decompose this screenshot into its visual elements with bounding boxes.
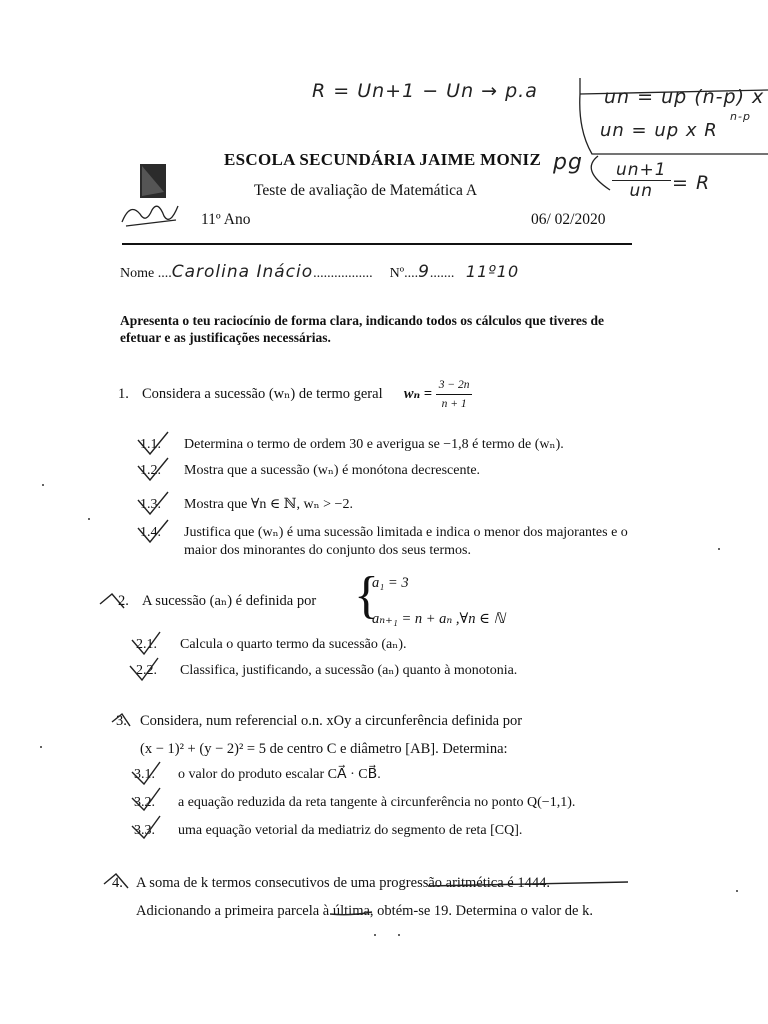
scan-speck — [398, 934, 400, 936]
question-2-text: A sucessão (aₙ) é definida por — [142, 593, 317, 609]
question-1-number: 1. — [118, 385, 129, 402]
item-text: a equação reduzida da reta tangente à circunferência no ponto Q(−1,1). — [178, 795, 576, 810]
handwritten-note-un-pg: un = up x R — [600, 120, 718, 141]
question-1-formula-lhs: wₙ = — [403, 385, 433, 402]
name-dots: ................. — [313, 266, 373, 281]
test-subtitle: Teste de avaliação de Matemática A — [254, 182, 478, 199]
name-label: Nome .... — [120, 266, 172, 281]
question-2-number: 2. — [118, 593, 129, 609]
question-3-equation: (x − 1)² + (y − 2)² = 5 de centro C e diâmetro [AB]. Determina: — [140, 741, 508, 757]
school-name: ESCOLA SECUNDÁRIA JAIME MONIZ — [224, 150, 542, 169]
handwritten-note-un-pa: un = up (n-p) x — [604, 86, 765, 108]
number-value[interactable]: 9 — [418, 262, 430, 282]
question-1-4 — [140, 524, 640, 560]
instructions: Apresenta o teu raciocínio de forma clara, indicando todos os cálculos que tiveres de efetuar e as justificações necessárias. — [120, 313, 604, 345]
scan-speck — [718, 548, 720, 550]
class-value: 11º10 — [465, 262, 520, 281]
item-text: Determina o termo de ordem 30 e averigua se −1,8 é termo de (wₙ). — [184, 437, 564, 452]
item-text: Justifica que (wₙ) é uma sucessão limitada e indica o menor dos majorantes e o maior dos minorantes do conjunto dos seus termos. — [184, 525, 628, 558]
number-label: Nº.... — [389, 266, 419, 281]
question-2-1 — [136, 636, 406, 654]
ratio-numerator: un+1 — [612, 160, 671, 181]
item-number: 3.2. — [134, 795, 155, 810]
item-text: uma equação vetorial da mediatriz do segmento de reta [CQ]. — [178, 823, 523, 838]
item-text: Mostra que ∀n ∈ ℕ, wₙ > −2. — [184, 497, 353, 512]
school-logo — [138, 162, 168, 200]
question-4-text: A soma de k termos consecutivos de uma progressão aritmética é 1444. — [136, 875, 550, 891]
scan-speck — [374, 934, 376, 936]
handwritten-ratio-eq: = R — [672, 172, 711, 194]
handwritten-brace-lines — [520, 70, 768, 200]
question-1-1 — [140, 436, 564, 454]
item-text: Mostra que a sucessão (wₙ) é monótona decrescente. — [184, 463, 481, 478]
item-text: Classifica, justificando, a sucessão (aₙ) quanto à monotonia. — [180, 663, 518, 678]
question-1-2 — [140, 462, 480, 480]
question-1-3 — [140, 496, 353, 514]
header-rule — [122, 243, 632, 245]
item-number: 1.1. — [140, 437, 161, 452]
handwritten-pg: pg — [553, 150, 583, 175]
item-number: 1.2. — [140, 463, 161, 478]
item-number: 3.1. — [134, 767, 155, 782]
question-3-text: Considera, num referencial o.n. xOy a circunferência definida por — [140, 713, 523, 729]
question-4 — [112, 874, 550, 892]
number-dots: ....... — [429, 266, 455, 281]
scan-speck — [42, 484, 44, 486]
school-year: 11º Ano — [201, 211, 251, 228]
ratio-denominator: un — [629, 181, 654, 201]
item-number: 2.2. — [136, 663, 157, 678]
item-number: 2.1. — [136, 637, 157, 652]
scan-speck — [40, 746, 42, 748]
fraction-denominator: n + 1 — [441, 398, 467, 410]
question-1 — [118, 376, 472, 413]
handwritten-note-top: R = Un+1 − Un → p.a — [312, 80, 538, 102]
question-3-2 — [134, 794, 575, 812]
fraction-numerator: 3 − 2n — [436, 376, 473, 395]
name-row — [120, 262, 519, 282]
question-3-number: 3. — [116, 713, 127, 729]
question-4-number: 4. — [112, 875, 123, 891]
item-number: 1.3. — [140, 497, 161, 512]
question-1-text: Considera a sucessão (wₙ) de termo geral — [142, 385, 383, 402]
test-date: 06/ 02/2020 — [531, 211, 606, 228]
system-line-1: a₁ = 3 — [372, 575, 409, 591]
question-3-1 — [134, 766, 381, 784]
question-4-text-2: Adicionando a primeira parcela à última, obtém-se 19. Determina o valor de k. — [136, 903, 593, 919]
question-3 — [116, 712, 522, 730]
system-line-2: aₙ₊₁ = n + aₙ ,∀n ∈ ℕ — [372, 611, 506, 627]
name-value[interactable]: Carolina Inácio — [171, 262, 314, 282]
question-2-2 — [136, 662, 517, 680]
question-2 — [118, 592, 316, 610]
item-text: o valor do produto escalar CA⃗ · CB⃗. — [178, 767, 381, 782]
signature — [118, 196, 188, 232]
handwritten-exponent: n-p — [730, 110, 751, 123]
question-3-3 — [134, 822, 522, 840]
scan-speck — [88, 518, 90, 520]
item-text: Calcula o quarto termo da sucessão (aₙ). — [180, 637, 407, 652]
question-1-fraction — [436, 376, 473, 413]
item-number: 3.3. — [134, 823, 155, 838]
system-brace: { — [354, 567, 379, 624]
scan-speck — [736, 890, 738, 892]
item-number: 1.4. — [140, 525, 161, 540]
